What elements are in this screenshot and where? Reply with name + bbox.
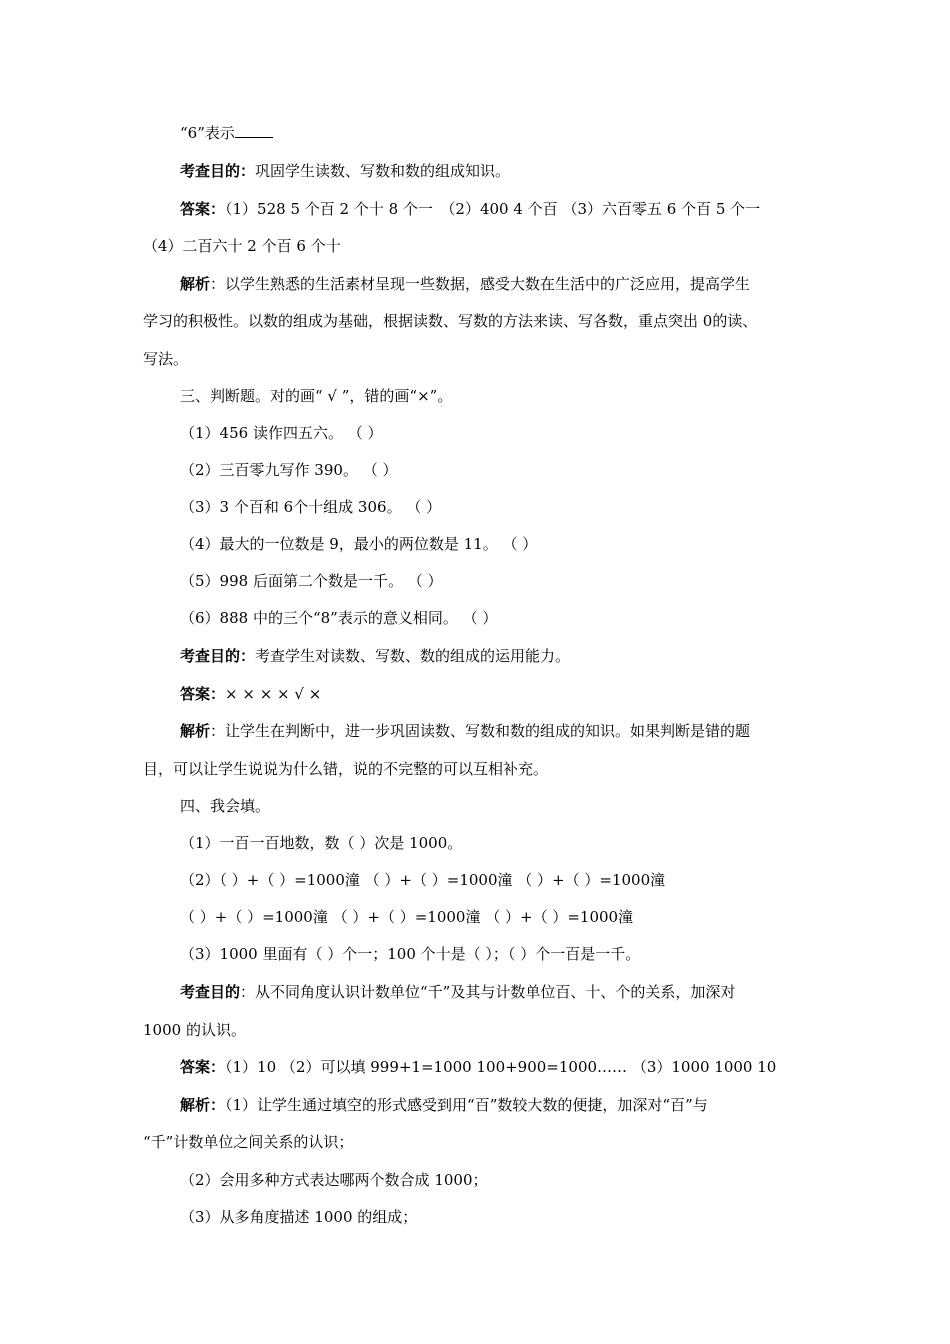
line-text: ：从不同角度认识计数单位“千”及其与计数单位百、十、个的关系，加深对 — [240, 983, 736, 1001]
line-text: （6）888 中的三个“8”表示的意义相同。 （ ） — [180, 609, 498, 627]
fill-item-2 — [180, 870, 665, 890]
line-text: 考查学生对读数、写数、数的组成的运用能力。 — [255, 647, 571, 665]
line-text: 三、判断题。对的画“ √ ”，错的画“×”。 — [180, 387, 453, 405]
line-analysis-3-cont — [143, 1132, 353, 1152]
line-text: ：以学生熟悉的生活素材呈现一些数据，感受大数在生活中的广泛应用，提高学生 — [210, 275, 751, 293]
line-text: （5）998 后面第二个数是一千。 （ ） — [180, 572, 443, 590]
line-analysis-2 — [180, 721, 750, 741]
line-text: （1）让学生通过填空的形式感受到用“百”数较大数的便捷，加深对“百”与 — [225, 1096, 708, 1114]
line-text: 学习的积极性。以数的组成为基础，根据读数、写数的方法来读、写各数，重点突出 0的读、 — [143, 312, 758, 330]
line-text: （1）528 5 个百 2 个十 8 个一 （2）400 4 个百 （3）六百零五 6 个百 5 个一 — [225, 200, 761, 218]
judge-item-1 — [180, 423, 382, 443]
line-text: 四、我会填。 — [180, 797, 271, 815]
fill-item-3 — [180, 944, 640, 964]
answer-label: 答案： — [180, 200, 226, 218]
line-text: （1）一百一百地数，数（ ）次是 1000。 — [180, 834, 463, 852]
answer-label: 答案： — [180, 685, 226, 703]
section-3-heading — [180, 386, 452, 406]
judge-item-2 — [180, 460, 397, 480]
line-text: 巩固学生读数、写数和数的组成知识。 — [255, 162, 511, 180]
line-text: （2）会用多种方式表达哪两个数合成 1000； — [180, 1171, 488, 1189]
line-text: （3）1000 里面有（ ）个一；100 个十是（ ）；（ ）个一百是一千。 — [180, 945, 641, 963]
line-text: × × × × √ × — [225, 685, 322, 703]
line-6-represents — [180, 123, 273, 143]
line-analysis-3-point-3 — [180, 1207, 417, 1227]
line-answer-3 — [180, 1057, 776, 1077]
fill-item-1 — [180, 833, 462, 853]
line-answer-2 — [180, 684, 321, 704]
judge-item-3 — [180, 497, 441, 517]
exam-purpose-label: 考查目的： — [180, 647, 256, 665]
line-text: （4）二百六十 2 个百 6 个十 — [143, 237, 341, 255]
line-text: “6”表示 — [180, 124, 235, 142]
line-exam-purpose-3-cont — [143, 1020, 246, 1040]
answer-label: 答案： — [180, 1058, 226, 1076]
line-text: “千”计数单位之间关系的认识； — [143, 1133, 354, 1151]
line-text: （4）最大的一位数是 9，最小的两位数是 11。 （ ） — [180, 535, 538, 553]
line-text: 目，可以让学生说说为什么错，说的不完整的可以互相补充。 — [143, 760, 549, 778]
line-text: （1）10 （2）可以填 999+1=1000 100+900=1000…… （3）1000 1000 10 — [225, 1058, 777, 1076]
judge-item-5 — [180, 571, 442, 591]
line-analysis-1-cont — [143, 311, 757, 331]
line-text: （2）（ ）+（ ）=1000潼 （ ）+（ ）=1000潼 （ ）+（ ）=1000潼 — [180, 871, 666, 889]
analysis-label: 解析 — [180, 722, 211, 740]
exam-purpose-label: 考查目的 — [180, 983, 241, 1001]
line-text: （3）从多角度描述 1000 的组成； — [180, 1208, 418, 1226]
line-text: （ ）+（ ）=1000潼 （ ）+（ ）=1000潼 （ ）+（ ）=1000潼 — [180, 908, 634, 926]
line-text: ：让学生在判断中，进一步巩固读数、写数和数的组成的知识。如果判断是错的题 — [210, 722, 751, 740]
line-answer-1-cont — [143, 236, 341, 256]
analysis-label: 解析 — [180, 275, 211, 293]
line-analysis-2-cont — [143, 759, 548, 779]
line-text: （1）456 读作四五六。 （ ） — [180, 424, 383, 442]
fill-item-2-cont — [180, 907, 633, 927]
line-text: （2）三百零九写作 390。 （ ） — [180, 461, 398, 479]
line-answer-1 — [180, 199, 760, 219]
line-text: （3）3 个百和 6个十组成 306。 （ ） — [180, 498, 442, 516]
line-analysis-1 — [180, 274, 750, 294]
line-analysis-3-point-2 — [180, 1170, 488, 1190]
line-analysis-1-end — [143, 349, 188, 369]
section-4-heading — [180, 796, 270, 816]
judge-item-4 — [180, 534, 537, 554]
line-exam-purpose-1 — [180, 161, 510, 181]
exam-purpose-label: 考查目的： — [180, 162, 256, 180]
answer-blank — [235, 123, 273, 138]
line-exam-purpose-2 — [180, 646, 570, 666]
analysis-label: 解析： — [180, 1096, 226, 1114]
line-exam-purpose-3 — [180, 982, 735, 1002]
judge-item-6 — [180, 608, 497, 628]
line-analysis-3 — [180, 1095, 708, 1115]
line-text: 写法。 — [143, 350, 189, 368]
line-text: 1000 的认识。 — [143, 1021, 246, 1039]
